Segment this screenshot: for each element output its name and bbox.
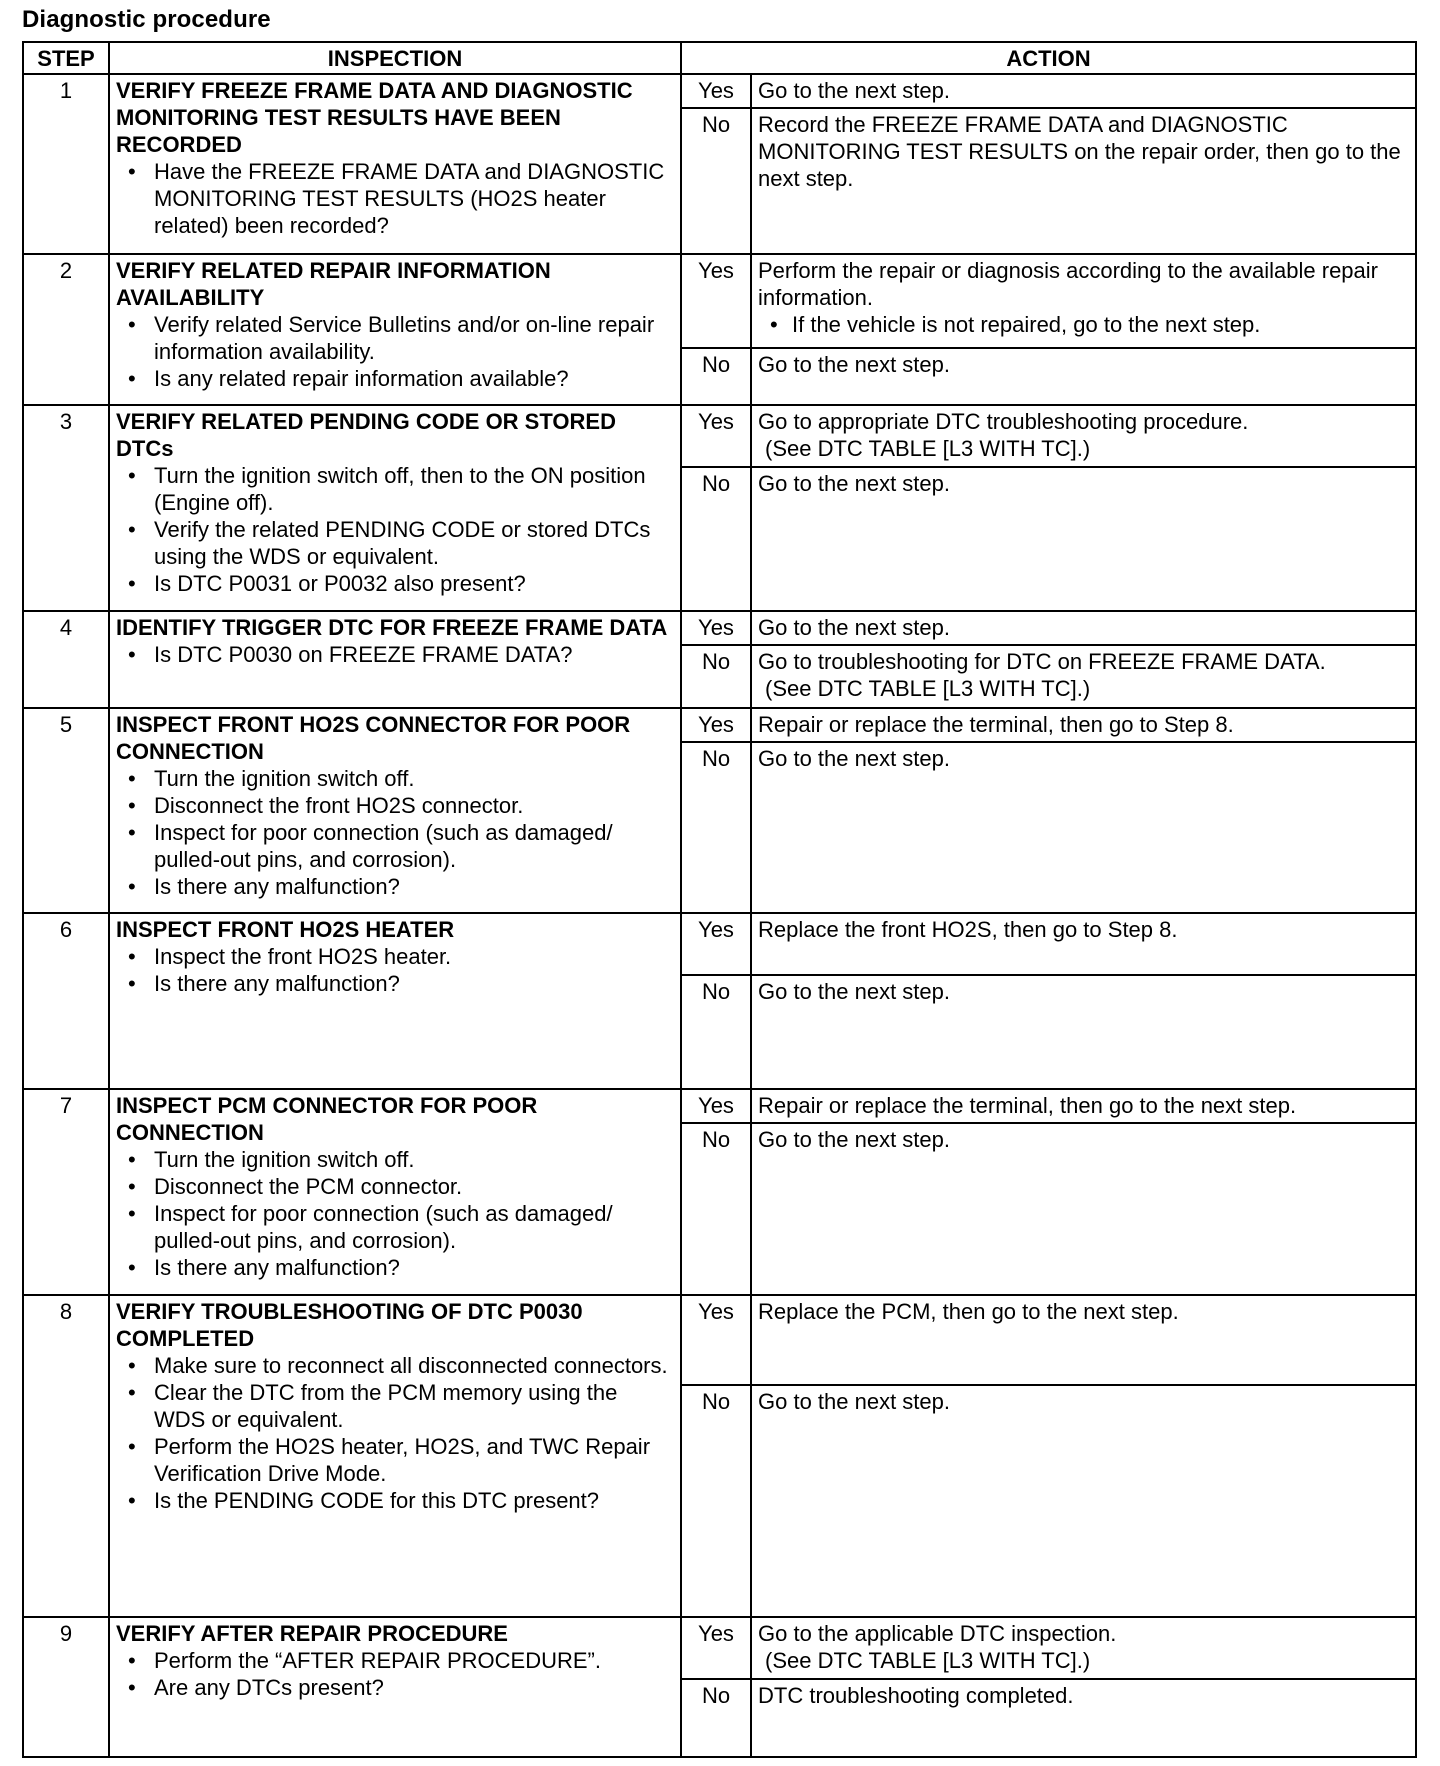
no-label: No: [681, 645, 751, 708]
inspection-check-item: • Make sure to reconnect all disconnected connectors.: [154, 1352, 674, 1379]
yes-action: Repair or replace the terminal, then go to Step 8.: [751, 708, 1416, 742]
step-number: 4: [23, 611, 109, 708]
inspection-title: VERIFY FREEZE FRAME DATA AND DIAGNOSTIC MONITORING TEST RESULTS HAVE BEEN RECORDED: [116, 78, 633, 157]
yes-action: Perform the repair or diagnosis according to the available repair information.: [758, 258, 1378, 310]
inspection-checklist: [116, 1146, 674, 1281]
no-action: Go to the next step.: [751, 975, 1416, 1089]
step-inspection: [109, 1295, 681, 1617]
no-action: Go to the next step.: [751, 1123, 1416, 1295]
inspection-checklist: [116, 765, 674, 900]
step-number: 1: [23, 74, 109, 254]
step-row-yes: [23, 405, 1416, 467]
inspection-check-item: • Is the PENDING CODE for this DTC present?: [154, 1487, 674, 1514]
no-label: No: [681, 1123, 751, 1295]
step-row-yes: [23, 1295, 1416, 1385]
inspection-check-item: • Is any related repair information available?: [154, 365, 674, 392]
step-row-yes: [23, 611, 1416, 645]
step-row-yes: [23, 1617, 1416, 1679]
yes-label: Yes: [681, 913, 751, 975]
yes-action-reference: (See DTC TABLE [L3 WITH TC].): [765, 436, 1091, 461]
inspection-check-item: • Is there any malfunction?: [154, 873, 674, 900]
inspection-checklist: [116, 1352, 674, 1514]
header-inspection: INSPECTION: [109, 42, 681, 74]
inspection-checklist: [116, 158, 674, 239]
inspection-check-item: • Perform the “AFTER REPAIR PROCEDURE”.: [154, 1647, 674, 1674]
yes-action-note: • If the vehicle is not repaired, go to the next step.: [758, 311, 1409, 338]
step-row-yes: [23, 1089, 1416, 1123]
no-action: Go to troubleshooting for DTC on FREEZE FRAME DATA.: [758, 649, 1326, 674]
no-label: No: [681, 1385, 751, 1617]
inspection-checklist: [116, 311, 674, 392]
no-label: No: [681, 975, 751, 1089]
yes-action: Replace the PCM, then go to the next step.: [751, 1295, 1416, 1385]
step-number: 8: [23, 1295, 109, 1617]
inspection-check-item: • Perform the HO2S heater, HO2S, and TWC Repair Verification Drive Mode.: [154, 1433, 674, 1487]
inspection-checklist: [116, 943, 674, 997]
no-action: Record the FREEZE FRAME DATA and DIAGNOSTIC MONITORING TEST RESULTS on the repair order, then go to the next step.: [751, 108, 1416, 254]
inspection-check-item: • Verify the related PENDING CODE or stored DTCs using the WDS or equivalent.: [154, 516, 674, 570]
yes-action: Go to the next step.: [751, 611, 1416, 645]
yes-action: Repair or replace the terminal, then go to the next step.: [751, 1089, 1416, 1123]
inspection-title: VERIFY AFTER REPAIR PROCEDURE: [116, 1621, 508, 1646]
no-label: No: [681, 1679, 751, 1757]
yes-action: Go to the next step.: [751, 74, 1416, 108]
step-inspection: [109, 405, 681, 611]
step-number: 3: [23, 405, 109, 611]
inspection-check-item: • Disconnect the PCM connector.: [154, 1173, 674, 1200]
inspection-check-item: • Disconnect the front HO2S connector.: [154, 792, 674, 819]
yes-label: Yes: [681, 708, 751, 742]
inspection-check-item: • Verify related Service Bulletins and/or on-line repair information availability.: [154, 311, 674, 365]
no-action: Go to the next step.: [751, 348, 1416, 405]
inspection-check-item: • Inspect the front HO2S heater.: [154, 943, 674, 970]
step-number: 9: [23, 1617, 109, 1757]
no-label: No: [681, 348, 751, 405]
header-step: STEP: [23, 42, 109, 74]
yes-label: Yes: [681, 74, 751, 108]
no-action: Go to the next step.: [751, 1385, 1416, 1617]
inspection-title: INSPECT FRONT HO2S HEATER: [116, 917, 455, 942]
step-row-yes: [23, 708, 1416, 742]
step-row-yes: [23, 74, 1416, 108]
yes-label: Yes: [681, 254, 751, 348]
yes-action-reference: (See DTC TABLE [L3 WITH TC].): [765, 1648, 1091, 1673]
step-number: 5: [23, 708, 109, 913]
inspection-check-item: • Turn the ignition switch off.: [154, 765, 674, 792]
inspection-check-item: • Turn the ignition switch off.: [154, 1146, 674, 1173]
no-action: DTC troubleshooting completed.: [751, 1679, 1416, 1757]
inspection-check-item: • Clear the DTC from the PCM memory using the WDS or equivalent.: [154, 1379, 674, 1433]
inspection-title: VERIFY RELATED REPAIR INFORMATION AVAILABILITY: [116, 258, 551, 310]
table-header-row: [23, 42, 1416, 74]
diagnostic-table: [22, 41, 1417, 1758]
yes-label: Yes: [681, 1089, 751, 1123]
yes-label: Yes: [681, 611, 751, 645]
inspection-checklist: [116, 462, 674, 597]
no-label: No: [681, 467, 751, 611]
step-inspection: [109, 611, 681, 708]
yes-action-cell: [751, 254, 1416, 348]
step-row-yes: [23, 913, 1416, 975]
inspection-check-item: • Inspect for poor connection (such as damaged/ pulled-out pins, and corrosion).: [154, 819, 674, 873]
no-action: Go to the next step.: [751, 467, 1416, 611]
yes-action-cell: [751, 1617, 1416, 1679]
inspection-check-item: • Is DTC P0030 on FREEZE FRAME DATA?: [154, 641, 674, 668]
yes-action: Go to appropriate DTC troubleshooting procedure.: [758, 409, 1249, 434]
no-action: Go to the next step.: [751, 742, 1416, 913]
step-number: 7: [23, 1089, 109, 1295]
step-inspection: [109, 254, 681, 405]
inspection-check-item: • Is there any malfunction?: [154, 970, 674, 997]
step-inspection: [109, 913, 681, 1089]
step-inspection: [109, 1617, 681, 1757]
step-inspection: [109, 708, 681, 913]
inspection-check-item: • Have the FREEZE FRAME DATA and DIAGNOSTIC MONITORING TEST RESULTS (HO2S heater related) been recorded?: [154, 158, 674, 239]
inspection-check-item: • Is DTC P0031 or P0032 also present?: [154, 570, 674, 597]
no-label: No: [681, 108, 751, 254]
no-label: No: [681, 742, 751, 913]
step-row-yes: [23, 254, 1416, 348]
page-title: Diagnostic procedure: [22, 6, 271, 33]
table-body: [23, 74, 1416, 1757]
inspection-checklist: [116, 1647, 674, 1701]
yes-label: Yes: [681, 1295, 751, 1385]
inspection-checklist: [116, 641, 674, 668]
step-number: 2: [23, 254, 109, 405]
step-number: 6: [23, 913, 109, 1089]
no-action-reference: (See DTC TABLE [L3 WITH TC].): [765, 676, 1091, 701]
yes-action: Replace the front HO2S, then go to Step 8.: [751, 913, 1416, 975]
step-inspection: [109, 74, 681, 254]
inspection-check-item: • Is there any malfunction?: [154, 1254, 674, 1281]
inspection-title: IDENTIFY TRIGGER DTC FOR FREEZE FRAME DATA: [116, 615, 668, 640]
header-action: ACTION: [681, 42, 1416, 74]
yes-label: Yes: [681, 1617, 751, 1679]
inspection-check-item: • Inspect for poor connection (such as damaged/ pulled-out pins, and corrosion).: [154, 1200, 674, 1254]
inspection-title: VERIFY TROUBLESHOOTING OF DTC P0030 COMPLETED: [116, 1299, 583, 1351]
step-inspection: [109, 1089, 681, 1295]
no-action-cell: [751, 645, 1416, 708]
yes-action-cell: [751, 405, 1416, 467]
inspection-title: INSPECT PCM CONNECTOR FOR POOR CONNECTION: [116, 1093, 538, 1145]
yes-action: Go to the applicable DTC inspection.: [758, 1621, 1117, 1646]
inspection-check-item: • Turn the ignition switch off, then to the ON position (Engine off).: [154, 462, 674, 516]
inspection-title: INSPECT FRONT HO2S CONNECTOR FOR POOR CONNECTION: [116, 712, 631, 764]
inspection-title: VERIFY RELATED PENDING CODE OR STORED DTCs: [116, 409, 616, 461]
inspection-check-item: • Are any DTCs present?: [154, 1674, 674, 1701]
yes-label: Yes: [681, 405, 751, 467]
